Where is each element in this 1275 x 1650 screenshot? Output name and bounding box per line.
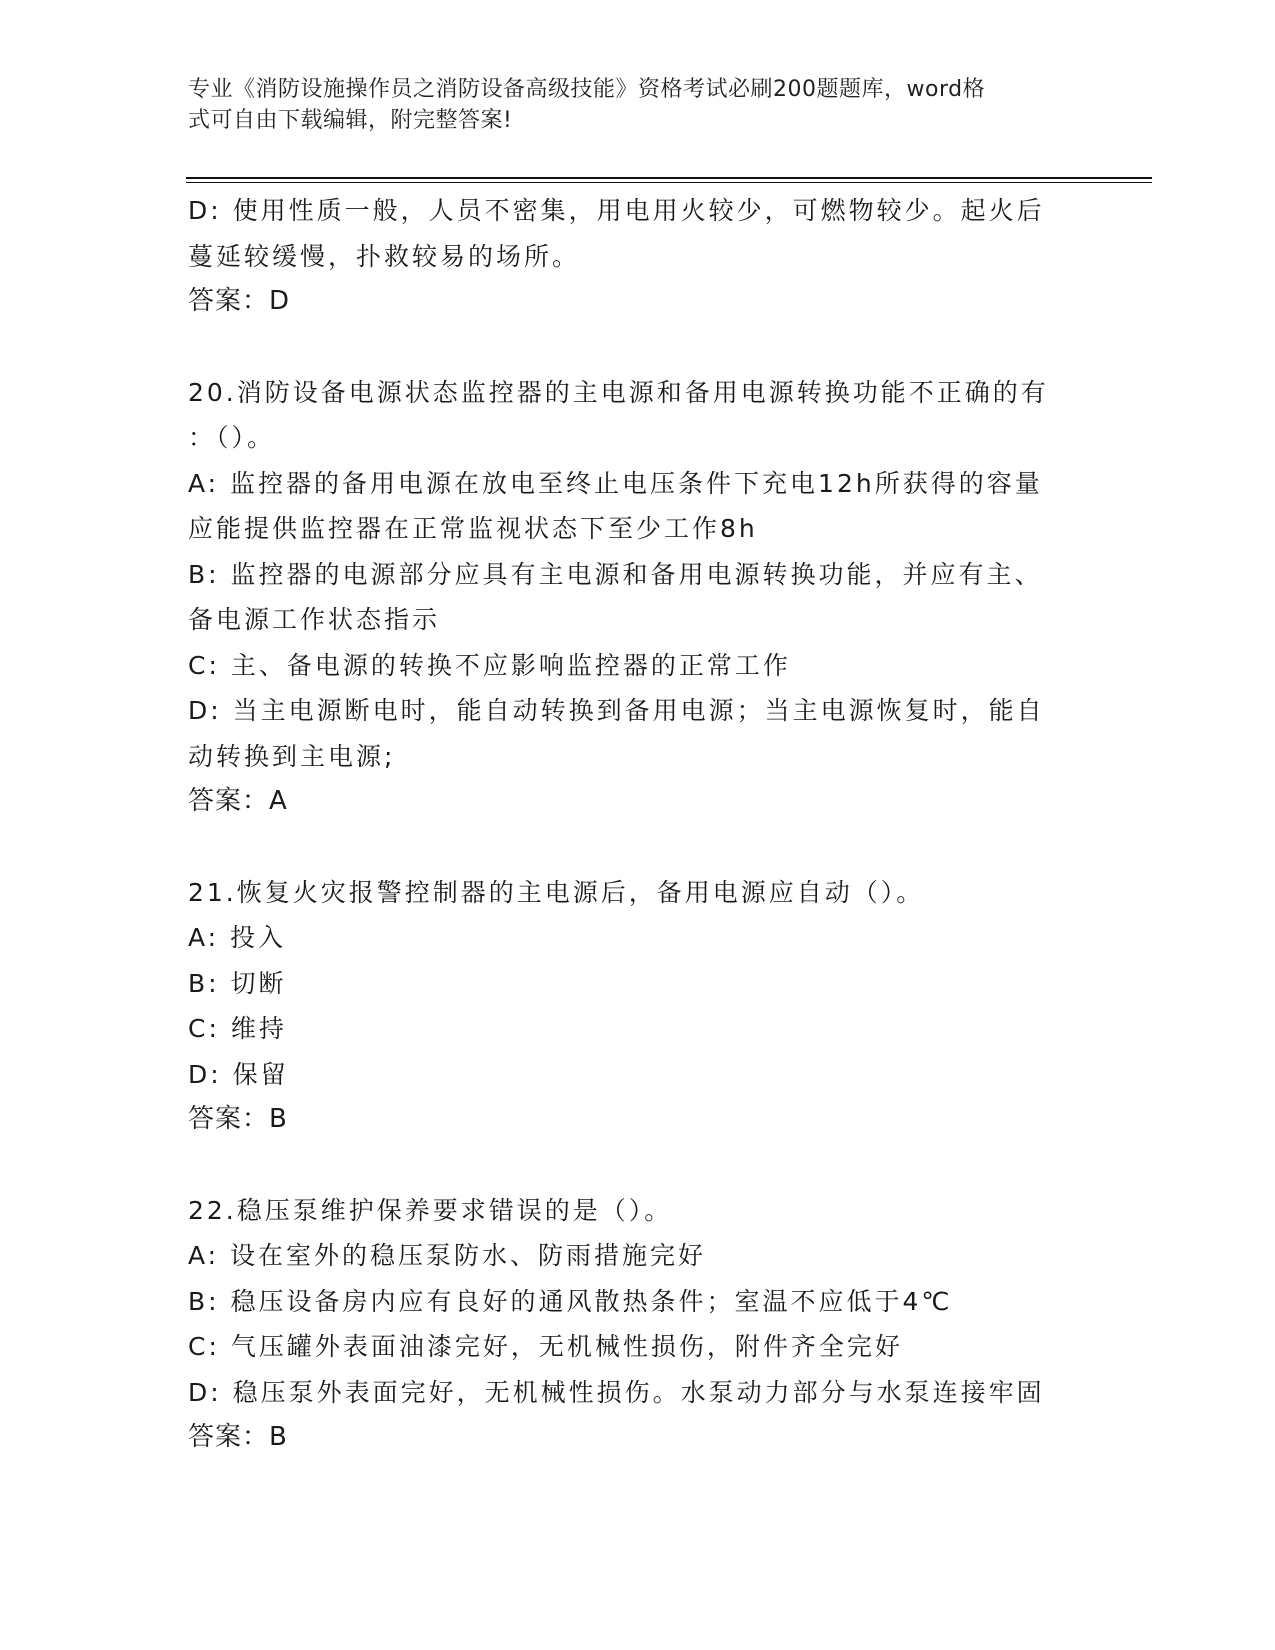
question-block-19-tail	[188, 188, 1088, 325]
answer-line: 答案：B	[188, 1104, 288, 1134]
question-content	[188, 188, 1088, 1461]
option-line: 蔓延较缓慢，扑救较易的场所。	[188, 241, 581, 271]
option-b: B: 监控器的电源部分应具有主电源和备用电源转换功能，并应有主、	[188, 559, 1043, 589]
header-divider-thick	[186, 177, 1152, 179]
option-line: D: 使用性质一般，人员不密集，用电用火较少，可燃物较少。起火后	[188, 196, 1045, 225]
option-c: C: 气压罐外表面油漆完好，无机械性损伤，附件齐全完好	[188, 1332, 903, 1361]
question-block-20	[188, 370, 1088, 825]
answer-line: 答案：D	[188, 286, 291, 316]
answer-line: 答案：A	[188, 786, 288, 816]
header-line-1: 专业《消防设施操作员之消防设备高级技能》资格考试必刷200题题库，word格	[188, 77, 986, 102]
option-d: D: 保留	[188, 1059, 289, 1089]
question-block-22	[188, 1188, 1088, 1461]
header-line-2: 式可自由下载编辑，附完整答案!	[188, 108, 513, 133]
question-stem: 22.稳压泵维护保养要求错误的是（）。	[188, 1195, 673, 1225]
answer-line: 答案：B	[188, 1422, 288, 1452]
question-stem: ：（）。	[188, 423, 276, 452]
option-d: D: 当主电源断电时，能自动转换到备用电源；当主电源恢复时，能自	[188, 696, 1045, 725]
option-a: A: 监控器的备用电源在放电至终止电压条件下充电12h所获得的容量	[188, 468, 1043, 498]
option-b: B: 切断	[188, 968, 287, 998]
option-b: B: 稳压设备房内应有良好的通风散热条件；室温不应低于4℃	[188, 1286, 953, 1316]
option-d: D: 稳压泵外表面完好，无机械性损伤。水泵动力部分与水泵连接牢固	[188, 1377, 1045, 1407]
option-a: A: 投入	[188, 923, 287, 952]
question-stem: 21.恢复火灾报警控制器的主电源后，备用电源应自动（）。	[188, 877, 925, 907]
question-block-21	[188, 870, 1088, 1143]
option-a: A: 设在室外的稳压泵防水、防雨措施完好	[188, 1241, 707, 1270]
option-c: C: 主、备电源的转换不应影响监控器的正常工作	[188, 650, 791, 680]
option-a: 应能提供监控器在正常监视状态下至少工作8h	[188, 514, 758, 543]
header-divider-thin	[186, 182, 1152, 183]
option-c: C: 维持	[188, 1014, 287, 1043]
option-b: 备电源工作状态指示	[188, 605, 441, 634]
option-d: 动转换到主电源;	[188, 741, 396, 771]
document-header	[188, 74, 1068, 136]
question-stem: 20.消防设备电源状态监控器的主电源和备用电源转换功能不正确的有	[188, 377, 1049, 407]
